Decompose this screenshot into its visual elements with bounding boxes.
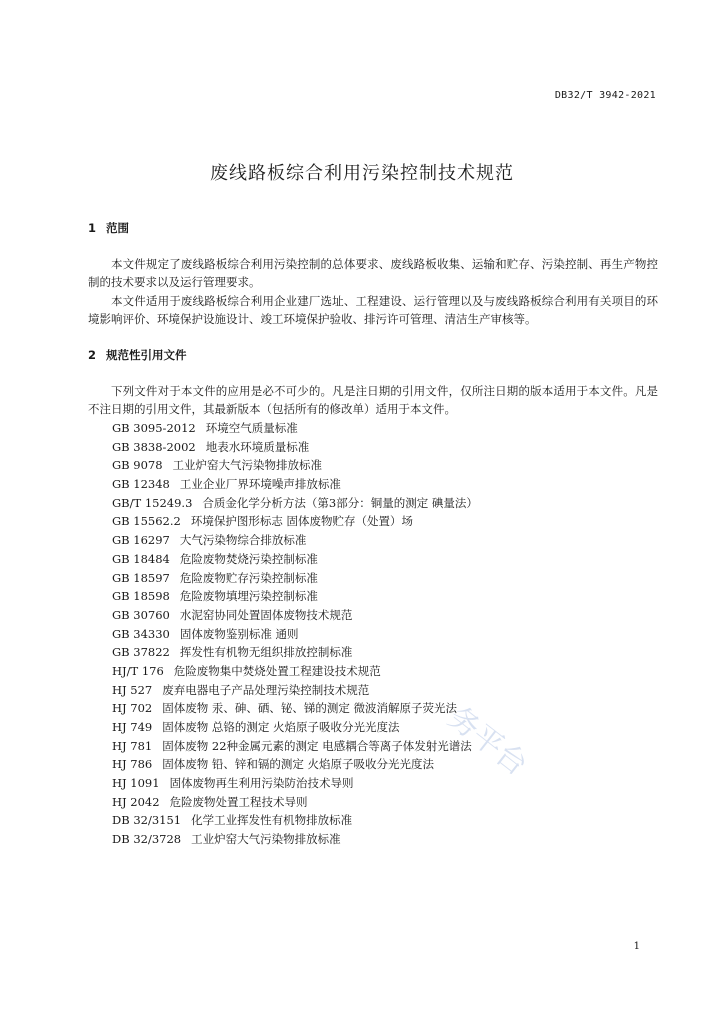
reference-code: GB 12348 [112,477,170,492]
reference-code: GB 37822 [112,645,170,660]
reference-code: GB 3095-2012 [112,421,196,435]
reference-item [112,643,478,662]
reference-title: 合质金化学分析方法（第3部分：铜量的测定 碘量法） [202,495,478,510]
reference-title: 化学工业挥发性有机物排放标准 [191,813,353,828]
reference-code: HJ/T 176 [112,663,164,678]
reference-title: 固体废物再生利用污染防治技术导则 [169,776,354,791]
document-title: 废线路板综合利用污染控制技术规范 [210,163,514,184]
section-number: 1 [88,221,97,235]
reference-title: 废弃电器电子产品处理污染控制技术规范 [162,682,370,697]
reference-item [112,699,478,718]
reference-title: 挥发性有机物无组织排放控制标准 [179,645,353,660]
page-number: 1 [633,941,640,952]
reference-title: 危险废物集中焚烧处置工程建设技术规范 [173,663,381,678]
reference-title: 危险废物焚烧污染控制标准 [179,551,318,566]
reference-code: GB 34330 [112,626,170,641]
reference-title: 固体废物 汞、砷、硒、铋、锑的测定 微波消解原子荧光法 [162,701,458,716]
reference-item [112,531,478,550]
reference-title: 固体废物 铅、锌和镉的测定 火焰原子吸收分光光度法 [162,757,435,772]
reference-item [112,512,478,531]
reference-item [112,438,478,457]
section-heading-normative-references [88,347,187,363]
reference-title: 危险废物填埋污染控制标准 [179,589,318,604]
reference-title: 危险废物处置工程技术导则 [169,794,308,809]
reference-code: HJ 2042 [112,794,160,809]
reference-code: GB 30760 [112,607,170,622]
reference-code: HJ 749 [112,720,153,734]
reference-title: 固体废物鉴别标准 通则 [179,626,299,641]
reference-title: 危险废物贮存污染控制标准 [179,570,318,585]
reference-code: HJ 527 [112,682,153,697]
reference-title: 水泥窑协同处置固体废物技术规范 [179,607,353,622]
reference-item [112,456,478,475]
standard-code: DB32/T 3942-2021 [554,90,656,101]
scope-paragraph-2: 本文件适用于废线路板综合利用企业建厂选址、工程建设、运行管理以及与废线路板综合利用有关项目的环境影响评价、环境保护设施设计、竣工环境保护验收、排污许可管理、清洁生产审核等。 [88,294,658,326]
reference-item [112,681,478,700]
reference-code: HJ 786 [112,757,153,772]
reference-code: HJ 1091 [112,776,160,791]
scope-paragraph-1: 本文件规定了废线路板综合利用污染控制的总体要求、废线路板收集、运输和贮存、污染控制、再生产物控制的技术要求以及运行管理要求。 [88,257,658,289]
reference-item [112,625,478,644]
reference-item [112,475,478,494]
section-number: 2 [88,348,97,362]
reference-item [112,569,478,588]
reference-title: 工业炉窑大气污染物排放标准 [172,458,323,473]
reference-code: GB 18484 [112,551,170,566]
reference-code: GB 18598 [112,589,170,604]
reference-list [112,419,478,849]
reference-code: DB 32/3728 [112,832,182,847]
reference-title: 工业企业厂界环境噪声排放标准 [179,477,341,492]
reference-item [112,811,478,830]
reference-item [112,662,478,681]
reference-title: 工业炉窑大气污染物排放标准 [191,832,341,847]
reference-title: 环境空气质量标准 [205,421,298,435]
reference-title: 地表水环境质量标准 [205,439,310,454]
reference-item [112,419,478,438]
reference-title: 大气污染物综合排放标准 [179,533,307,548]
reference-item [112,830,478,849]
reference-code: GB 15562.2 [112,514,181,529]
reference-item [112,587,478,606]
reference-code: HJ 702 [112,701,153,716]
reference-item [112,606,478,625]
reference-code: GB/T 15249.3 [112,495,193,510]
watermark-text: 务平台 [441,699,534,783]
reference-code: GB 3838-2002 [112,439,196,454]
reference-code: GB 9078 [112,458,163,473]
reference-title: 固体废物 22种金属元素的测定 电感耦合等离子体发射光谱法 [162,738,472,753]
reference-code: GB 18597 [112,570,170,585]
reference-item [112,718,478,737]
reference-code: DB 32/3151 [112,813,182,828]
reference-title: 环境保护图形标志 固体废物贮存（处置）场 [190,514,414,529]
reference-code: GB 16297 [112,533,170,548]
section-title: 范围 [106,221,129,235]
reference-item [112,793,478,812]
section-title: 规范性引用文件 [106,348,187,362]
reference-item [112,494,478,513]
reference-item [112,737,478,756]
reference-title: 固体废物 总铬的测定 火焰原子吸收分光光度法 [162,720,400,734]
reference-item [112,774,478,793]
reference-item [112,550,478,569]
references-intro-paragraph: 下列文件对于本文件的应用是必不可少的。凡是注日期的引用文件，仅所注日期的版本适用于本文件。凡是不注日期的引用文件，其最新版本（包括所有的修改单）适用于本文件。 [88,384,658,416]
reference-item [112,755,478,774]
reference-code: HJ 781 [112,738,153,753]
section-heading-scope [88,220,129,236]
